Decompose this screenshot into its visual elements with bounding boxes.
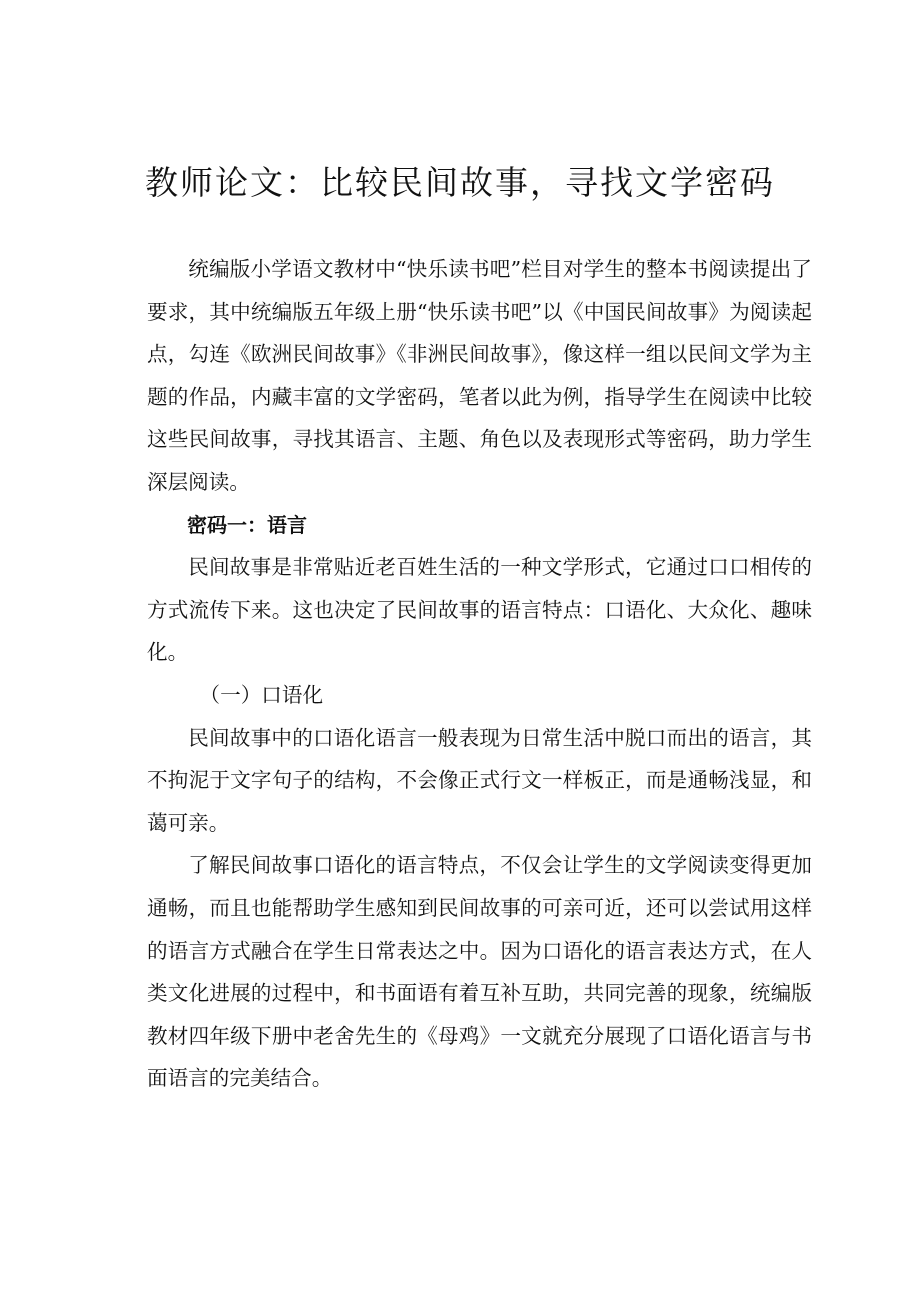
page-title: 教师论文：比较民间故事，寻找文学密码 [145, 163, 775, 202]
subsection-heading-colloquial: （一）口语化 [199, 682, 324, 707]
intro-paragraph: 统编版小学语文教材中“快乐读书吧”栏目对学生的整本书阅读提出了要求，其中统编版五年级上册“快乐读书吧”以《中国民间故事》为阅读起点，勾连《欧洲民间故事》《非洲民间故事》，像这样一组以民间文学为主题的作品，内藏丰富的文学密码，笔者以此为例，指导学生在阅读中比较这些民间故事，寻找其语言、主题、角色以及表现形式等密码，助力学生深层阅读。 [147, 257, 812, 494]
document-body [147, 248, 812, 1100]
body-paragraph: 民间故事中的口语化语言一般表现为日常生活中脱口而出的语言，其不拘泥于文字句子的结构，不会像正式行文一样板正，而是通畅浅显，和蔼可亲。 [147, 725, 812, 835]
section-heading-language: 密码一：语言 [187, 512, 307, 537]
section-intro-paragraph: 民间故事是非常贴近老百姓生活的一种文学形式，它通过口口相传的方式流传下来。这也决定了民间故事的语言特点：口语化、大众化、趣味化。 [147, 555, 812, 665]
body-paragraph: 了解民间故事口语化的语言特点，不仅会让学生的文学阅读变得更加通畅，而且也能帮助学生感知到民间故事的可亲可近，还可以尝试用这样的语言方式融合在学生日常表达之中。因为口语化的语言表达方式，在人类文化进展的过程中，和书面语有着互补互助，共同完善的现象，统编版教材四年级下册中老舍先生的《母鸡》一文就充分展现了口语化语言与书面语言的完美结合。 [147, 853, 812, 1091]
